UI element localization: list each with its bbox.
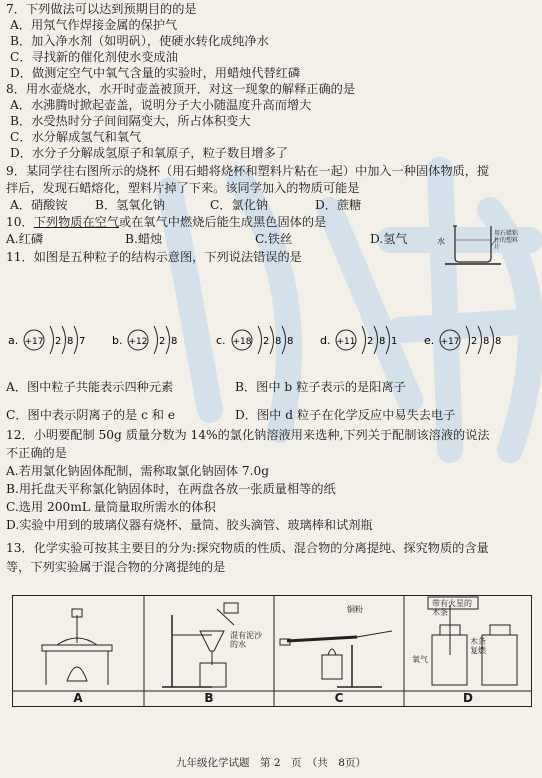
particle-b-shell-arc bbox=[154, 326, 158, 354]
b-note: 混有泥沙的水 bbox=[230, 631, 262, 649]
q12-option-c: C.选用 200mL 量筒量取所需水的体积 bbox=[6, 500, 216, 514]
q10-stem-rest: 或在氧气中燃烧后能生成黑色固体的是 bbox=[119, 215, 327, 229]
q13-apparatus-figure bbox=[12, 595, 532, 707]
q8-stem: 8．用水壶烧水，水开时壶盖被顶开．对这一现象的解释正确的是 bbox=[6, 82, 356, 96]
particle-e bbox=[422, 320, 526, 350]
q9-stem-2: 拌后，发现石蜡熔化，塑料片掉了下来。该同学加入的物质可能是 bbox=[6, 181, 360, 195]
q7-stem: 7．下列做法可以达到预期目的的是 bbox=[6, 2, 197, 16]
particle-c-shell-count: 8 bbox=[287, 336, 294, 347]
particle-d-shell-arc bbox=[374, 326, 378, 354]
q7-option-a: A．用氖气作焊接金属的保护气 bbox=[10, 18, 178, 32]
q10-stem bbox=[6, 215, 326, 230]
q10-underlined: 下列物质在空气 bbox=[33, 215, 120, 229]
particle-a-shell-count: 2 bbox=[55, 336, 62, 347]
q7-option-b: B．加入净水剂（如明矾），使硬水转化成纯净水 bbox=[10, 34, 269, 48]
particle-c-shell-arc bbox=[282, 326, 286, 354]
particle-d-shell-arc bbox=[362, 326, 366, 354]
q13-stem-1: 13．化学实验可按其主要目的分为:探究物质的性质、混合物的分离提纯、探究物质的含量 bbox=[6, 541, 489, 555]
q8-option-c: C．水分解成氢气和氧气 bbox=[10, 130, 142, 144]
particle-e-tag: e. bbox=[424, 334, 435, 347]
q11-option-c: C．图中表示阴离子的是 c 和 e bbox=[6, 408, 176, 422]
q10-option-b: B.蜡烛 bbox=[125, 232, 163, 246]
particle-a-shell-count: 7 bbox=[79, 336, 86, 347]
q10-number: 10． bbox=[6, 215, 34, 229]
particle-e-nucleus: +17 bbox=[440, 337, 460, 347]
q9-stem-1: 9．某同学往右图所示的烧杯（用石蜡将烧杯和塑料片粘在一起）中加入一种固体物质，搅 bbox=[6, 164, 490, 178]
particle-c-shell-count: 2 bbox=[263, 336, 270, 347]
q11-option-b: B．图中 b 粒子表示的是阳离子 bbox=[235, 380, 406, 394]
q12-option-b: B.用托盘天平称氯化钠固体时，在两盘各放一张质量相等的纸 bbox=[6, 482, 336, 496]
q11-stem: 11．如图是五种粒子的结构示意图，下列说法错误的是 bbox=[6, 250, 302, 264]
page-footer: 九年级化学试题 第 2 页 （共 8页） bbox=[176, 757, 366, 769]
apparatus-label-c: C bbox=[334, 691, 344, 705]
q7-option-c: C．寻找新的催化剂使水变成油 bbox=[10, 50, 178, 64]
particle-b-shell-count: 2 bbox=[159, 336, 166, 347]
particle-d-shell-count: 1 bbox=[391, 336, 398, 347]
particle-a bbox=[6, 320, 110, 350]
particle-c-shell-count: 8 bbox=[275, 336, 282, 347]
q8-option-b: B．水受热时分子间间隔变大，所占体积变大 bbox=[10, 114, 251, 128]
q9-option-d: D．蔗糖 bbox=[315, 198, 362, 212]
q12-option-d: D.实验中用到的玻璃仪器有烧杯、量筒、胶头滴管、玻璃棒和试剂瓶 bbox=[6, 518, 373, 532]
particle-c-shell-arc bbox=[270, 326, 274, 354]
q12-stem-1: 12．小明要配制 50g 质量分数为 14%的氯化钠溶液用来选种,下列关于配制该溶液的说法 bbox=[6, 428, 490, 442]
particle-d-tag: d. bbox=[320, 334, 331, 347]
particle-b-nucleus: +12 bbox=[128, 337, 148, 347]
particle-a-tag: a. bbox=[8, 334, 19, 347]
particle-d-diagram bbox=[318, 320, 422, 360]
particle-e-shell-count: 8 bbox=[495, 336, 502, 347]
d-note-left: 氧气 bbox=[412, 655, 428, 664]
q9-option-a: A．硝酸铵 bbox=[10, 198, 68, 212]
particle-d-shell-count: 8 bbox=[379, 336, 386, 347]
q11-option-d: D．图中 d 粒子在化学反应中易失去电子 bbox=[235, 408, 456, 422]
particle-e-shell-arc bbox=[466, 326, 470, 354]
q10-option-d: D.氢气 bbox=[370, 232, 408, 246]
c-note: 铜粉 bbox=[347, 605, 363, 614]
q12-stem-2: 不正确的是 bbox=[6, 446, 67, 460]
q8-option-d: D．水分子分解成氢原子和氧原子，粒子数目增多了 bbox=[10, 146, 288, 160]
particle-e-shell-arc bbox=[490, 326, 494, 354]
particle-c-nucleus: +18 bbox=[232, 337, 252, 347]
particle-e-shell-count: 8 bbox=[483, 336, 490, 347]
q13-stem-2: 等，下列实验属于混合物的分离提纯的是 bbox=[6, 560, 226, 574]
apparatus-label-a: A bbox=[73, 691, 83, 705]
q11-option-a: A．图中粒子共能表示四种元素 bbox=[6, 380, 174, 394]
d-note-right: 木条复燃 bbox=[470, 637, 486, 655]
particle-b bbox=[110, 320, 214, 350]
particle-d bbox=[318, 320, 422, 350]
q9-option-b: B．氢氧化钠 bbox=[95, 198, 165, 212]
particle-a-diagram bbox=[6, 320, 110, 360]
apparatus-label-d: D bbox=[463, 691, 473, 705]
q10-option-a: A.红磷 bbox=[6, 232, 44, 246]
q8-option-a: A．水沸腾时掀起壶盖，说明分子大小随温度升高而增大 bbox=[10, 98, 312, 112]
particle-b-tag: b. bbox=[112, 334, 123, 347]
particle-d-shell-arc bbox=[386, 326, 390, 354]
particle-c bbox=[214, 320, 318, 350]
particle-e-diagram bbox=[422, 320, 526, 360]
particle-a-nucleus: +17 bbox=[24, 337, 44, 347]
particle-a-shell-arc bbox=[50, 326, 54, 354]
q12-option-a: A.若用氯化钠固体配制，需称取氯化钠固体 7.0g bbox=[6, 464, 270, 478]
particle-d-nucleus: +11 bbox=[336, 337, 356, 347]
particle-a-shell-count: 8 bbox=[67, 336, 74, 347]
particle-b-shell-arc bbox=[166, 326, 170, 354]
particle-a-shell-arc bbox=[74, 326, 78, 354]
particle-b-diagram bbox=[110, 320, 214, 360]
particle-a-shell-arc bbox=[62, 326, 66, 354]
q10-option-c: C.铁丝 bbox=[255, 232, 293, 246]
q7-option-d: D．做测定空气中氧气含量的实验时，用蜡烛代替红磷 bbox=[10, 66, 301, 80]
particle-c-shell-arc bbox=[258, 326, 262, 354]
particle-c-tag: c. bbox=[216, 334, 226, 347]
d-note-top: 带有火星的木条 bbox=[432, 599, 472, 617]
beaker-note: 用石蜡粘住的塑料片 bbox=[494, 230, 519, 251]
q9-option-c: C．氯化钠 bbox=[210, 198, 269, 212]
particle-e-shell-arc bbox=[478, 326, 482, 354]
particle-b-shell-count: 8 bbox=[171, 336, 178, 347]
particle-c-diagram bbox=[214, 320, 318, 360]
particle-d-shell-count: 2 bbox=[367, 336, 374, 347]
apparatus-label-b: B bbox=[204, 691, 214, 705]
beaker-water-label: 水 bbox=[437, 237, 445, 246]
particle-e-shell-count: 2 bbox=[471, 336, 478, 347]
